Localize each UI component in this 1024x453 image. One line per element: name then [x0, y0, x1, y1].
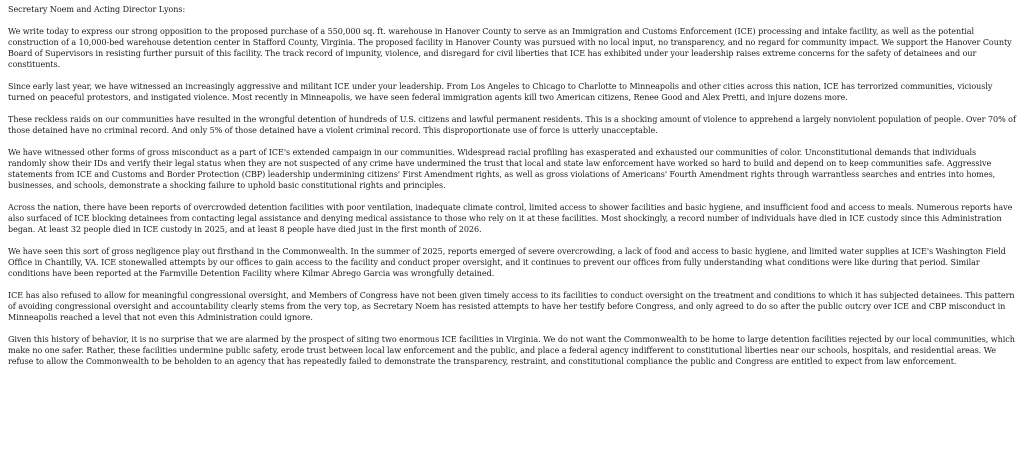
paragraph-conclusion: Given this history of behavior, it is no surprise that we are alarmed by the prospect of siting two enormous ICE facilities in Virginia. We do not want the Commonwealth to be home to large detention facilities rejected by our local communities, which make no one safer. Rather, these facilities undermine public safety, erode trust between local law enforcement and the public, and place a federal agency indifferent to constitutional liberties near our schools, hospitals, and residential areas. We refuse to allow the Commonwealth to be beholden to an agency that has repeatedly failed to demonstrate the transparency, restraint, and constitutional compliance the public and Congress are entitled to expect from law enforcement.: [8, 335, 1015, 366]
paragraph-gross-misconduct: We have witnessed other forms of gross misconduct as a part of ICE's extended campaign in our communities. Widespread racial profiling has exasperated and exhausted our communities of color. Unconstitutional demands that individuals randomly show their IDs and verify their legal status when they are not suspected of any crime have undermined the trust that local and state law enforcement have worked so hard to build and depend on to keep communities safe. Aggressive statements from ICE and Customs and Border Protection (CBP) leadership undermining citizens' First Amendment rights, as well as gross violations of Americans' Fourth Amendment rights through warrantless searches and entries into homes, businesses, and schools, demonstrate a shocking failure to uphold basic constitutional rights and principles.: [8, 148, 996, 190]
paragraph-congressional-oversight: ICE has also refused to allow for meaningful congressional oversight, and Members of Congress have not been given timely access to its facilities to conduct oversight on the treatment and conditions to which it has subjected detainees. This pattern of avoiding congressional oversight and accountability clearly stems from the very top, as Secretary Noem has resisted attempts to have her testify before Congress, and only agreed to do so after the public outcry over ICE and CBP misconduct in Minneapolis reached a level that not even this Administration could ignore.: [8, 291, 1015, 322]
paragraph-wrongful-detention: These reckless raids on our communities have resulted in the wrongful detention of hundreds of U.S. citizens and lawful permanent residents. This is a shocking amount of violence to apprehend a largely nonviolent population of people. Over 70% of those detained have no criminal record. And only 5% of those detained have a violent criminal record. This disproportionate use of force is utterly unacceptable.: [8, 115, 1016, 135]
letter-salutation: Secretary Noem and Acting Director Lyons:: [8, 5, 186, 14]
paragraph-commonwealth-negligence: We have seen this sort of gross negligence play out firsthand in the Commonwealth. In the summer of 2025, reports emerged of severe overcrowding, a lack of food and access to basic hygiene, and limited water supplies at ICE's Washington Field Office in Chantilly, VA. ICE stonewalled attempts by our offices to gain access to the facility and conduct proper oversight, and it continues to prevent our offices from fully understanding what conditions were like during that period. Similar conditions have been reported at the Farmville Detention Facility where Kilmar Abrego Garcia was wrongfully detained.: [8, 247, 1006, 278]
paragraph-detention-conditions: Across the nation, there have been reports of overcrowded detention facilities with poor ventilation, inadequate climate control, limited access to shower facilities and basic hygiene, and insufficient food and access to meals. Numerous reports have also surfaced of ICE blocking detainees from contacting legal assistance and denying medical assistance to those who rely on it at these facilities. Most shockingly, a record number of individuals have died in ICE custody since this Administration began. At least 32 people died in ICE custody in 2025, and at least 8 people have died just in the first month of 2026.: [8, 203, 1013, 234]
paragraph-opposition: We write today to express our strong opposition to the proposed purchase of a 550,000 sq. ft. warehouse in Hanover County to serve as an Immigration and Customs Enforcement (ICE) processing and intake facility, as well as the potential construction of a 10,000-bed warehouse detention center in Stafford County, Virginia. The proposed facility in Hanover County was pursued with no local input, no transparency, and no regard for community impact. We support the Hanover County Board of Supervisors in resisting further pursuit of this facility. The track record of impunity, violence, and disregard for civil liberties that ICE has exhibited under your leadership raises extreme concerns for the safety of detainees and our constituents.: [8, 27, 1012, 69]
paragraph-aggressive-ice: Since early last year, we have witnessed an increasingly aggressive and militant ICE under your leadership. From Los Angeles to Chicago to Charlotte to Minneapolis and other cities across this nation, ICE has terrorized communities, viciously turned on peaceful protestors, and instigated violence. Most recently in Minneapolis, we have seen federal immigration agents kill two American citizens, Renee Good and Alex Pretti, and injure dozens more.: [8, 82, 993, 102]
